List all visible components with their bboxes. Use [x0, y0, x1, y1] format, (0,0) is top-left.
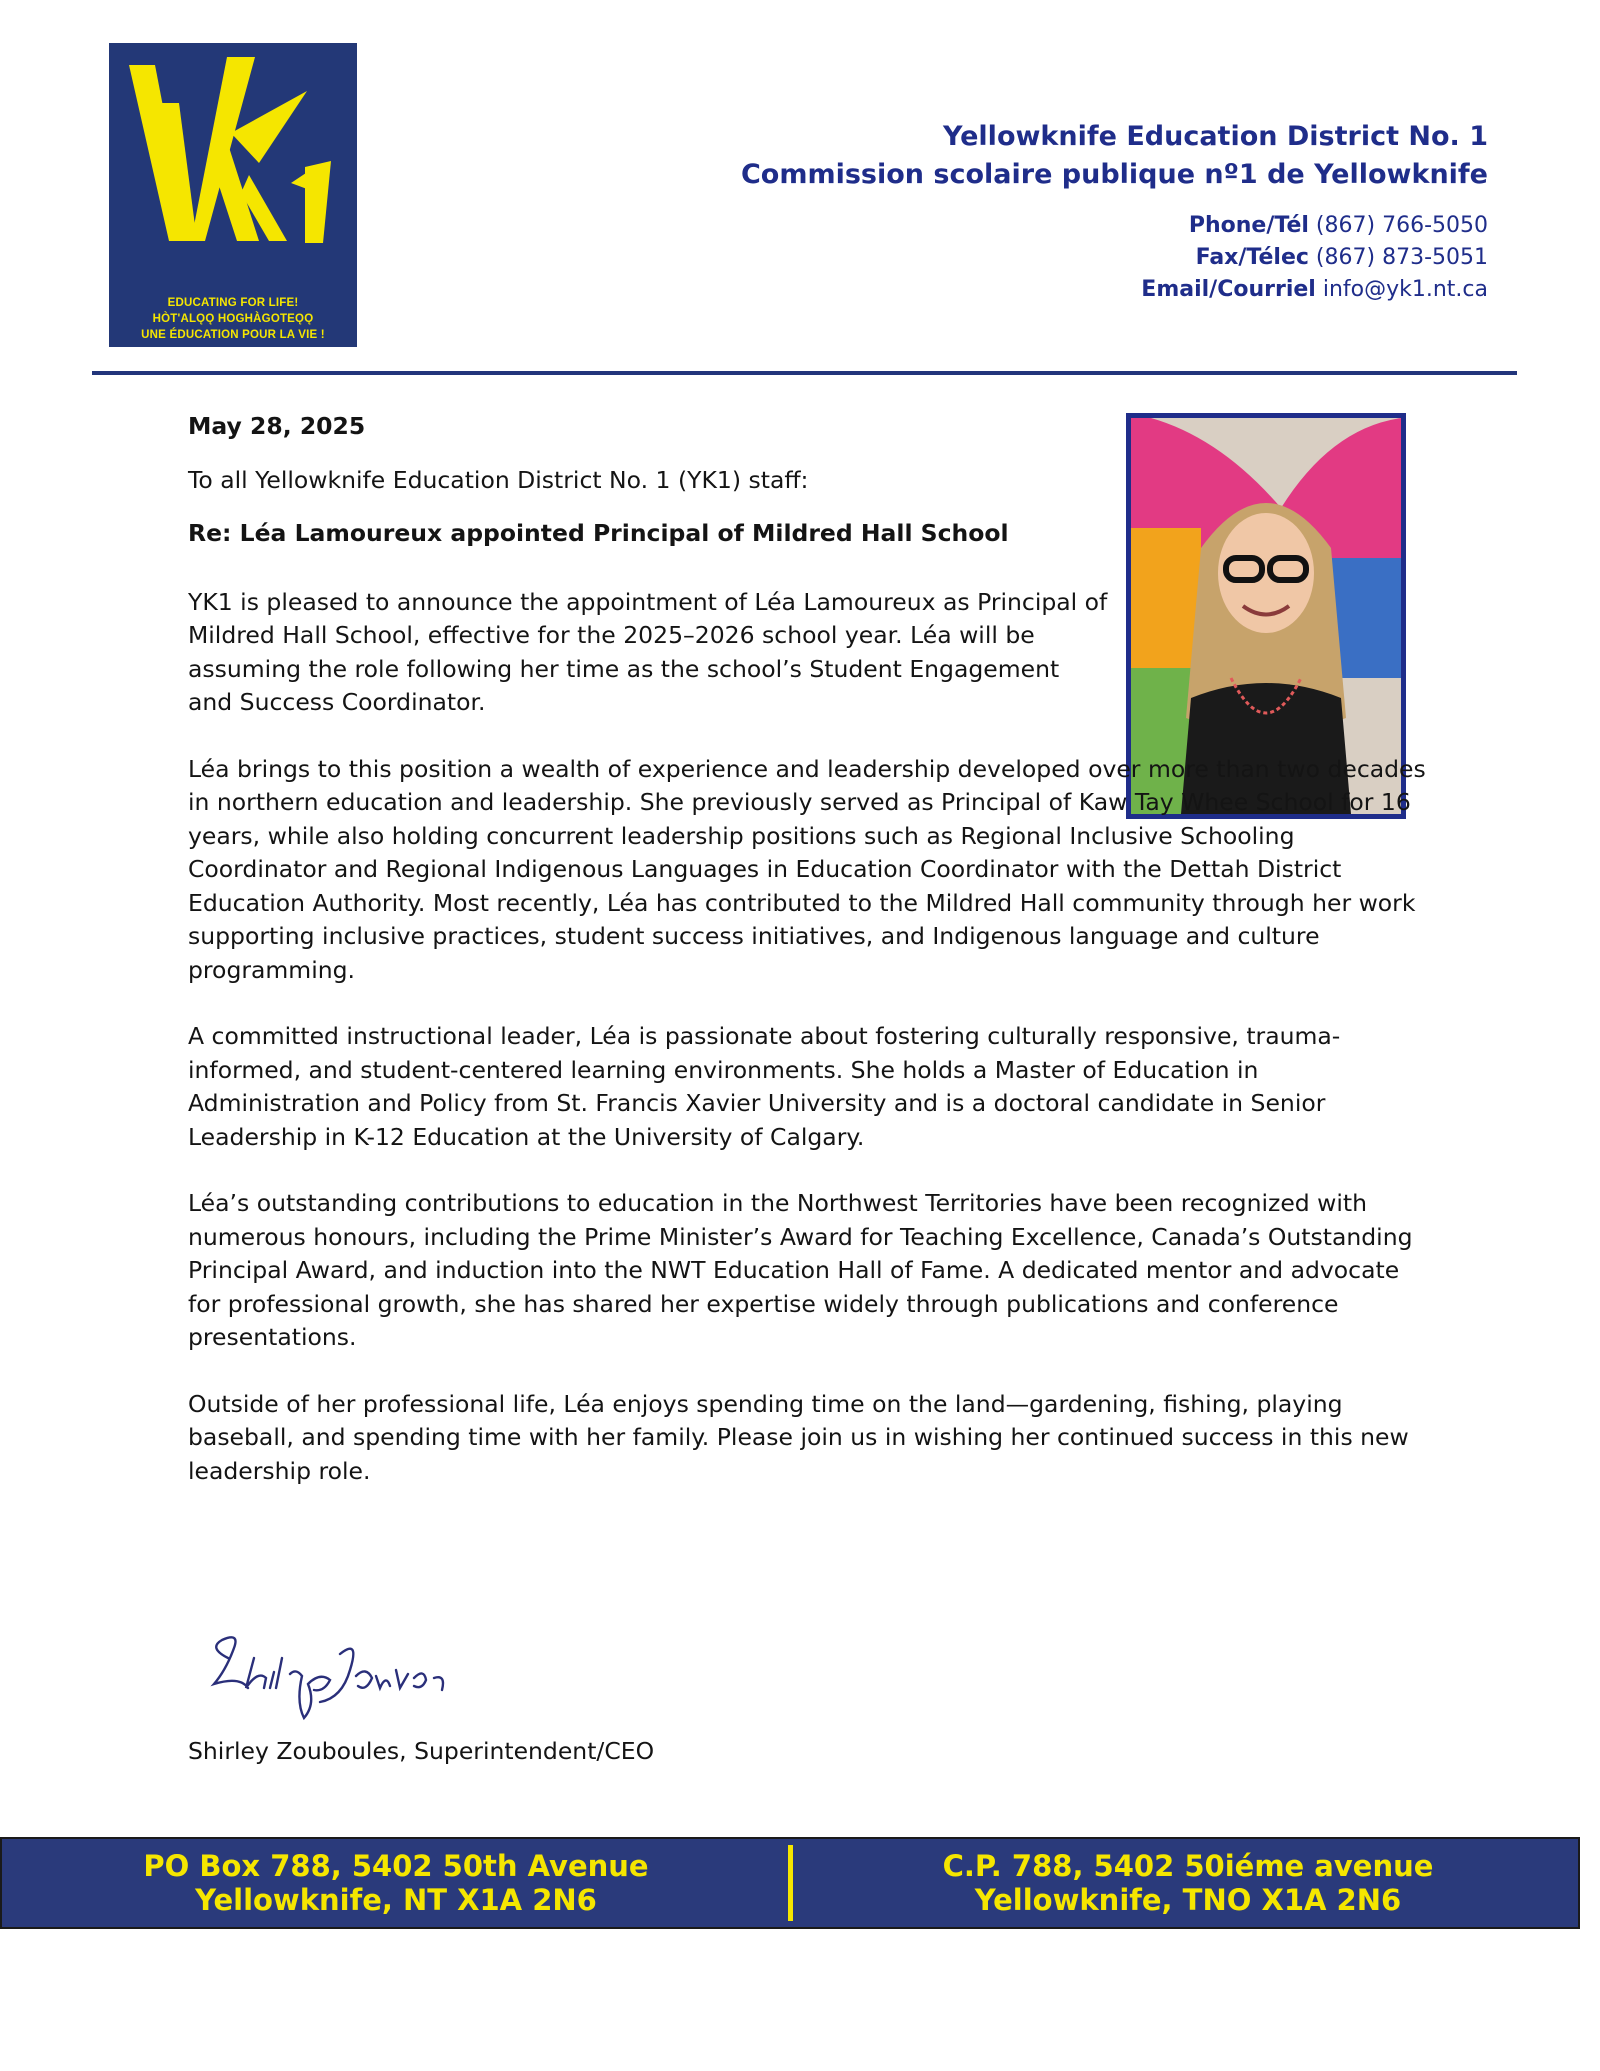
- phone-value: (867) 766-5050: [1315, 213, 1488, 238]
- district-name-en: Yellowknife Education District No. 1: [943, 121, 1488, 152]
- letterhead: [741, 118, 1488, 306]
- yk1-logo: [109, 43, 357, 347]
- letter-date: May 28, 2025: [188, 412, 366, 440]
- contact-block: [741, 210, 1488, 306]
- letter-body: [188, 410, 1428, 1521]
- address-en-line1: PO Box 788, 5402 50th Avenue: [143, 1849, 649, 1883]
- logo-taglines: [109, 295, 357, 343]
- address-en-line2: Yellowknife, NT X1A 2N6: [195, 1883, 597, 1917]
- email-line: [741, 274, 1488, 306]
- address-fr-line1: C.P. 788, 5402 50iéme avenue: [942, 1849, 1434, 1883]
- address-french: [794, 1839, 1582, 1927]
- district-name-fr: Commission scolaire publique nº1 de Yellowknife: [740, 159, 1488, 190]
- letter-paragraph-1: YK1 is pleased to announce the appointment of Léa Lamoureux as Principal of Mildred Hall School, effective for the 2025–2026 school year. Léa will be assuming the role following her time as the school’s Student Engagement and Success Coordinator.: [188, 587, 1108, 716]
- signer-name: Shirley Zouboules, Superintendent/CEO: [188, 1737, 655, 1765]
- address-fr-line2: Yellowknife, TNO X1A 2N6: [974, 1883, 1402, 1917]
- letter-paragraph-5: Outside of her professional life, Léa enjoys spending time on the land—gardening, fishing, playing baseball, and spending time with her family. Please join us in wishing her continued success in this new leadership role.: [188, 1389, 1409, 1485]
- letter-paragraph-4: Léa’s outstanding contributions to education in the Northwest Territories have been recognized with numerous honours, including the Prime Minister’s Award for Teaching Excellence, Canada’s Outstanding Principal Award, and induction into the NWT Education Hall of Fame. A dedicated mentor and advocate for professional growth, she has shared her expertise widely through publications and conference presentations.: [188, 1189, 1413, 1351]
- address-footer: [0, 1837, 1580, 1929]
- letter-paragraph-3: A committed instructional leader, Léa is passionate about fostering culturally responsive, trauma-informed, and student-centered learning environments. She holds a Master of Education in Administration and Policy from St. Francis Xavier University and is a doctoral candidate in Senior Leadership in K-12 Education at the University of Calgary.: [188, 1022, 1341, 1151]
- header-divider: [92, 371, 1517, 375]
- letter-subject: Re: Léa Lamoureux appointed Principal of Mildred Hall School: [188, 519, 1009, 547]
- footer-divider: [788, 1845, 793, 1921]
- logo-tagline-indigenous: HÒT'ALǪǪ HOGHÀGOTEǪǪ: [152, 313, 314, 325]
- logo-tagline-fr: UNE ÉDUCATION POUR LA VIE !: [141, 329, 325, 341]
- fax-value: (867) 873-5051: [1315, 245, 1488, 270]
- logo-tagline-en: EDUCATING FOR LIFE!: [167, 297, 299, 309]
- email-value[interactable]: info@yk1.nt.ca: [1322, 277, 1488, 302]
- address-english: [2, 1839, 790, 1927]
- phone-label: Phone/Tél: [1188, 213, 1309, 238]
- fax-line: [741, 242, 1488, 274]
- email-label: Email/Courriel: [1141, 277, 1316, 302]
- letter-greeting: To all Yellowknife Education District No. 1 (YK1) staff:: [188, 465, 809, 494]
- fax-label: Fax/Télec: [1195, 245, 1309, 270]
- handwritten-signature: [200, 1618, 540, 1728]
- letter-paragraph-2: Léa brings to this position a wealth of experience and leadership developed over more than two decades in northern education and leadership. She previously served as Principal of Kaw Tay Whee School for 16 years, while also holding concurrent leadership positions such as Regional Inclusive Schooling Coordinator and Regional Indigenous Languages in Education Coordinator with the Dettah District Education Authority. Most recently, Léa has contributed to the Mildred Hall community through her work supporting inclusive practices, student success initiatives, and Indigenous language and culture programming.: [188, 754, 1426, 984]
- phone-line: [741, 210, 1488, 242]
